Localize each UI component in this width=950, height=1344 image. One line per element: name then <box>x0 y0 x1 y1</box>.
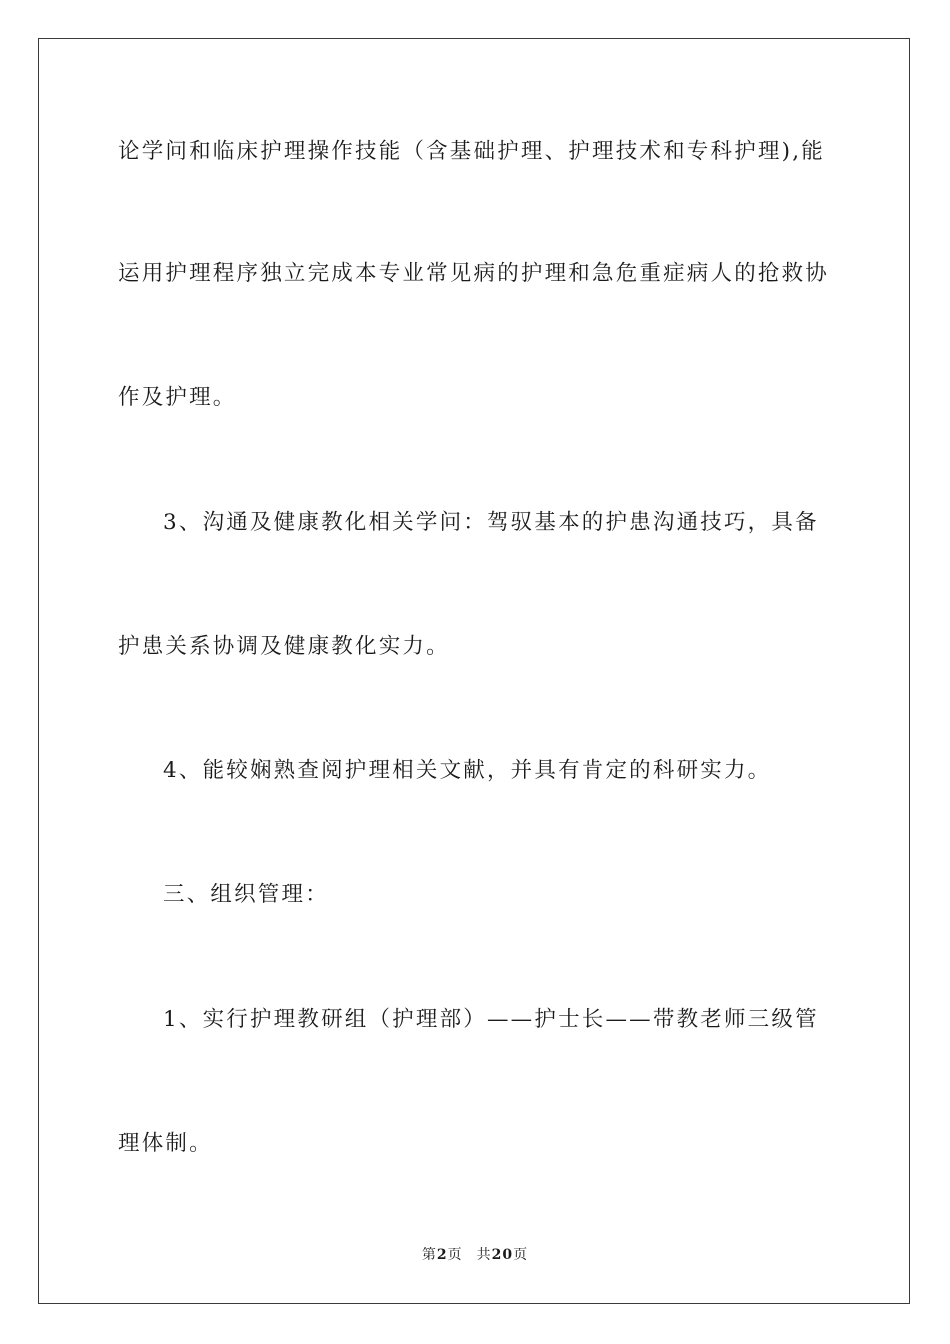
total-pages: 20 <box>491 1247 514 1263</box>
page-footer <box>0 1244 950 1264</box>
page-border <box>38 38 910 1304</box>
paragraph-line-9: 理体制。 <box>118 1131 213 1156</box>
paragraph-line-8: 1、实行护理教研组（护理部）——护士长——带教老师三级管 <box>163 1007 819 1032</box>
paragraph-line-3: 作及护理。 <box>118 385 237 410</box>
page-suffix: 页 <box>447 1247 463 1263</box>
section-heading: 三、组织管理： <box>163 882 329 907</box>
paragraph-line-5: 护患关系协调及健康教化实力。 <box>118 634 450 659</box>
total-prefix: 共 <box>476 1247 492 1263</box>
paragraph-line-1: 论学问和临床护理操作技能（含基础护理、护理技术和专科护理),能 <box>118 139 825 164</box>
total-suffix: 页 <box>513 1247 529 1263</box>
page-prefix: 第 <box>421 1247 437 1263</box>
paragraph-line-4: 3、沟通及健康教化相关学问：驾驭基本的护患沟通技巧，具备 <box>163 510 819 535</box>
paragraph-line-6: 4、能较娴熟查阅护理相关文献，并具有肯定的科研实力。 <box>163 758 772 783</box>
paragraph-line-2: 运用护理程序独立完成本专业常见病的护理和急危重症病人的抢救协 <box>118 261 830 286</box>
page-number: 2 <box>436 1247 448 1263</box>
